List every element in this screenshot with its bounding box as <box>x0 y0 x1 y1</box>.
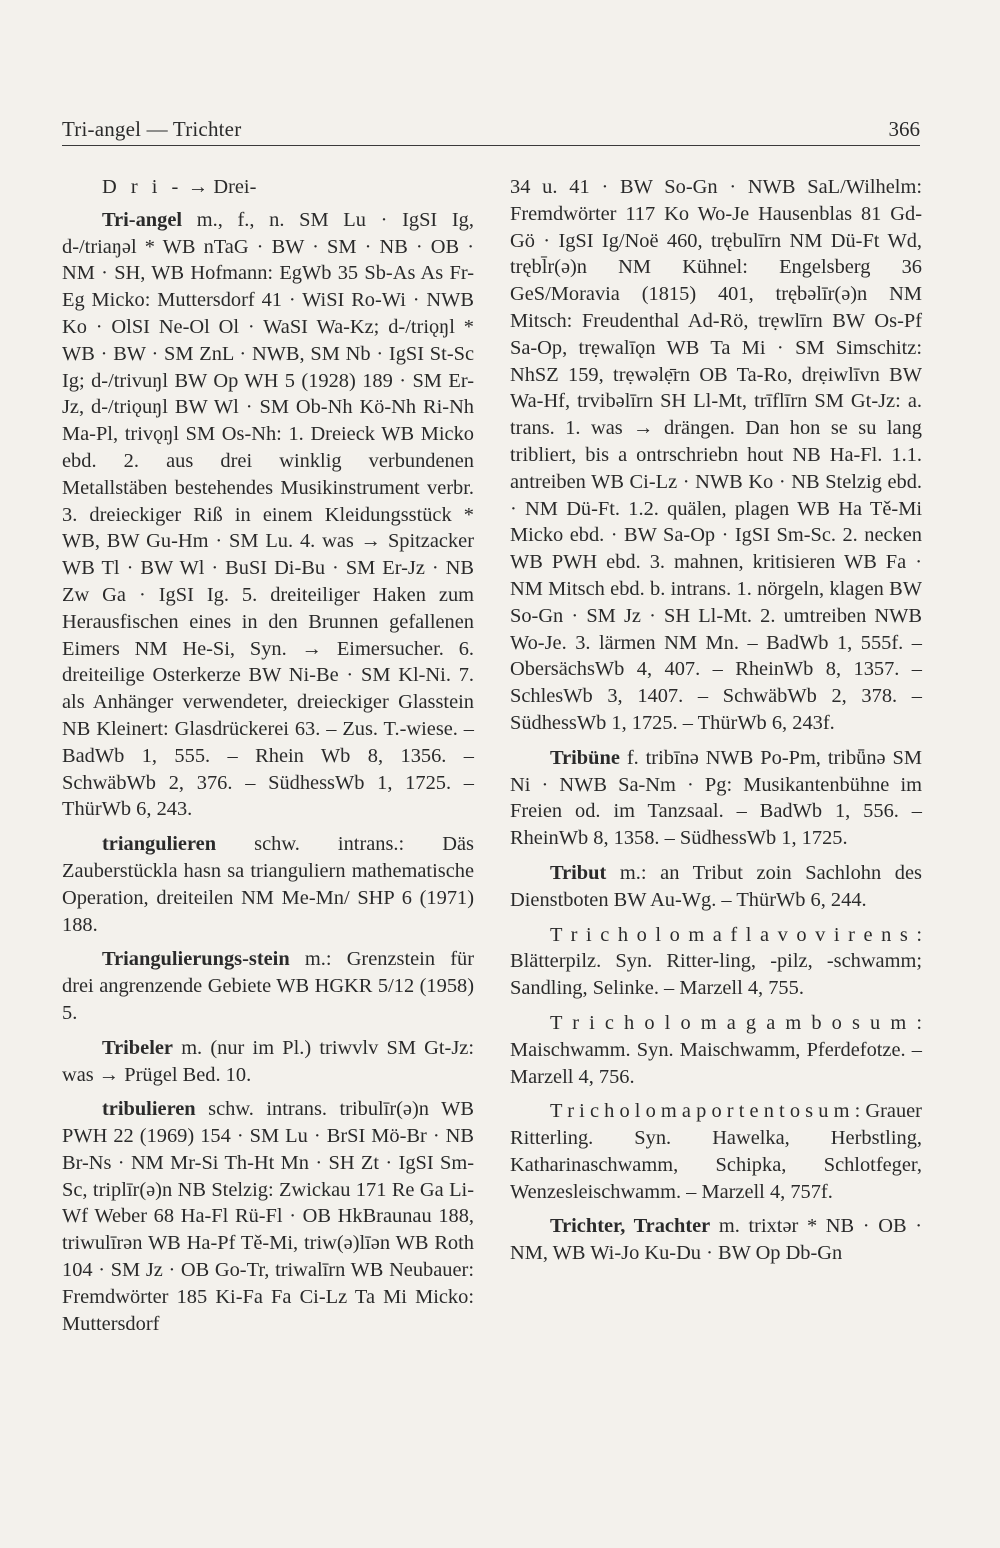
entry-triangulierungs-stein <box>62 946 474 1026</box>
entry-body: m.: an Tribut zoin Sachlohn des Dienstboten BW Au-Wg. – ThürWb 6, 244. <box>510 861 922 911</box>
right-column <box>510 174 922 1275</box>
entry-headword: Tribüne <box>550 746 620 769</box>
left-column <box>62 174 474 1345</box>
entry-headword: tribulieren <box>102 1098 196 1121</box>
entry-body: m.: Grenzstein für drei angrenzende Gebiete WB HGKR 5/12 (1958) 5. <box>62 948 474 1024</box>
entry-tri-angel <box>62 207 474 823</box>
page-number: 366 <box>888 117 920 141</box>
entry-body: m. (nur im Pl.) triwvlv SM Gt-Jz: was → Prügel Bed. 10. <box>62 1036 474 1086</box>
entry-tribeler <box>62 1035 474 1089</box>
entry-headword: T r i c h o l o m a f l a v o v i r e n s : <box>550 923 922 946</box>
entry-body: m., f., n. SM Lu · IgSI Ig, d-/triaŋəl * WB nTaG · BW · SM · NB · OB · NM · SH, WB Hofmann: EgWb 35 Sb-As As Fr-Eg Micko: Muttersdorf 41 · WiSI Ro-Wi · NWB Ko · OlSI Ne-Ol Ol · WaSI Wa-Kz; d-/triǫŋl * WB · BW · SM ZnL · NWB, SM Nb · IgSI St-Sc Ig; d-/trivuŋl BW Op WH 5 (1928) 189 · SM Er-Jz, d-/triǫuŋl BW Wl · SM Ob-Nh Kö-Nh Ri-Nh Ma-Pl, trivǫŋl SM Os-Nh: 1. Dreieck WB Micko ebd. 2. aus drei winklig verbundenen Metallstäben bestehendes Musikinstrument verbr. 3. dreieckiger Riß in einem Kleidungsstück * WB, BW Gu-Hm · SM Lu. 4. was → Spitzacker WB Tl · BW Wl · BuSI Di-Bu · SM Er-Jz · NB Zw Ga · IgSI Ig. 5. dreiteiliger Haken zum Herausfischen eines in den Brunnen gefallenen Eimers NM He-Si, Syn. → Eimersucher. 6. dreiteilige Osterkerze BW Ni-Be · SM Kl-Ni. 7. als Anhänger verwendeter, dreieckiger Glasstein NB Kleinert: Glasdrückerei 63. – Zus. T.-wiese. – BadWb 1, 555. – Rhein Wb 8, 1356. – SchwäbWb 2, 376. – SüdhessWb 1, 1725. – ThürWb 6, 243. <box>62 208 474 821</box>
entry-body: Blätterpilz. Syn. Ritter-ling, -pilz, -schwamm; Sandling, Selinke. – Marzell 4, 755. <box>510 950 922 1000</box>
entry-body: 34 u. 41 · BW So-Gn · NWB SaL/Wilhelm: Fremdwörter 117 Ko Wo-Je Hausenblas 81 Gd-Gö · IgSI Ig/Noë 460, trębulīrn NM Dü-Ft Wd, trębl̄r(ə)n NM Kühnel: Engelsberg 36 GeS/Moravia (1815) 401, trębəlīr(ə)n NM Mitsch: Freudenthal Ad-Rö, trẹwlīrn BW Os-Pf Sa-Op, trẹwalīǫn WB Ta Mi · SM Simschitz: NhSZ 159, trẹwəlẹ̄rn OB Ta-Ro, drẹiwlīvn BW Wa-Hf, trvibəlīrn SH Ll-Mt, trīflīrn SM Gt-Jz: a. trans. 1. was → drängen. Dan hon se su lang tribliert, bis a ontrschriebn hout NB Ha-Fl. 1.1. antreiben WB Ci-Lz · NWB Ko · NB Stelzig ebd. · NM Dü-Ft. 1.2. quälen, plagen WB Ha Tě-Mi Micko ebd. · BW Sa-Op · IgSI Sm-Sc. 2. necken WB PWH ebd. 3. mahnen, kritisieren WB Fa · NM Mitsch ebd. b. intrans. 1. nörgeln, klagen BW So-Gn · SM Jz · SH Ll-Mt. 2. umtreiben NWB Wo-Je. 3. lärmen NM Mn. – BadWb 1, 555f. – ObersächsWb 4, 407. – RheinWb 8, 1357. – SchlesWb 3, 1407. – SchwäbWb 2, 378. – SüdhessWb 1, 1725. – ThürWb 6, 243f. <box>510 176 922 734</box>
entry-headword: D r i - <box>102 176 183 198</box>
running-head <box>62 115 920 146</box>
entry-trichter <box>510 1213 922 1267</box>
entry-headword: Tri-angel <box>102 208 183 231</box>
entry-body: schw. intrans.: Däs Zauberstückla hasn sa trianguliern mathematische Operation, dreiteilen NM Me-Mn/ SHP 6 (1971) 188. <box>62 833 474 936</box>
running-head-title: Tri-angel — Trichter <box>62 117 242 141</box>
entry-headword: Tribut <box>550 861 607 884</box>
entry-headword: Tribeler <box>102 1036 173 1059</box>
entry-tricholoma-flavovirens <box>510 922 922 1002</box>
entry-body: → Drei- <box>187 176 257 198</box>
entry-headword: T r i c h o l o m a g a m b o s u m : <box>550 1011 922 1034</box>
entry-drei <box>62 174 474 201</box>
entry-tricholoma-gambosum <box>510 1010 922 1090</box>
entry-body: Maischwamm. Syn. Maischwamm, Pferdefotze. – Marzell 4, 756. <box>510 1038 922 1088</box>
entry-tricholoma-portentosum <box>510 1098 922 1205</box>
entry-body: schw. intrans. tribulīr(ə)n WB PWH 22 (1969) 154 · SM Lu · BrSI Mö-Br · NB Br-Ns · NM Mr-Si Th-Ht Mn · SH Zt · IgSI Sm-Sc, triplīr(ə)n NB Stelzig: Zwickau 171 Re Ga Li-Wf Weber 68 Ha-Fl Rü-Fl · OB HkBraunau 188, triwulīrən WB Ha-Pf Tě-Mi, triw(ə)līən WB Roth 104 · SM Jz · OB Go-Tr, triwalīrn WB Neubauer: Fremdwörter 185 Ki-Fa Fa Ci-Lz Ta Mi Micko: Muttersdorf <box>62 1098 474 1335</box>
entry-triangulieren <box>62 831 474 938</box>
entry-tribut <box>510 860 922 914</box>
entry-headword: Trichter, Trachter <box>550 1215 711 1238</box>
entry-tribuene <box>510 745 922 852</box>
entry-body: m. trixtər * NB · OB · NM, WB Wi-Jo Ku-Du · BW Op Db-Gn <box>510 1215 922 1265</box>
entry-body: f. tribīnə NWB Po-Pm, tribǖnə SM Ni · NWB Sa-Nm · Pg: Musikantenbühne im Freien od. im Tanzsaal. – BadWb 1, 556. – RheinWb 8, 1358. – SüdhessWb 1, 1725. <box>510 746 922 850</box>
entry-headword: triangulieren <box>102 833 217 856</box>
entry-headword: Triangulierungs-stein <box>102 948 290 971</box>
entry-headword: T r i c h o l o m a p o r t e n t o s u m : <box>550 1100 861 1123</box>
entry-tribulieren <box>62 1096 474 1337</box>
entry-body: Grauer Ritterling. Syn. Hawelka, Herbstling, Katharinaschwamm, Schipka, Schlotfeger, Wenzesleischwamm. – Marzell 4, 757f. <box>510 1100 922 1203</box>
entry-tribulieren-continued <box>510 174 922 737</box>
